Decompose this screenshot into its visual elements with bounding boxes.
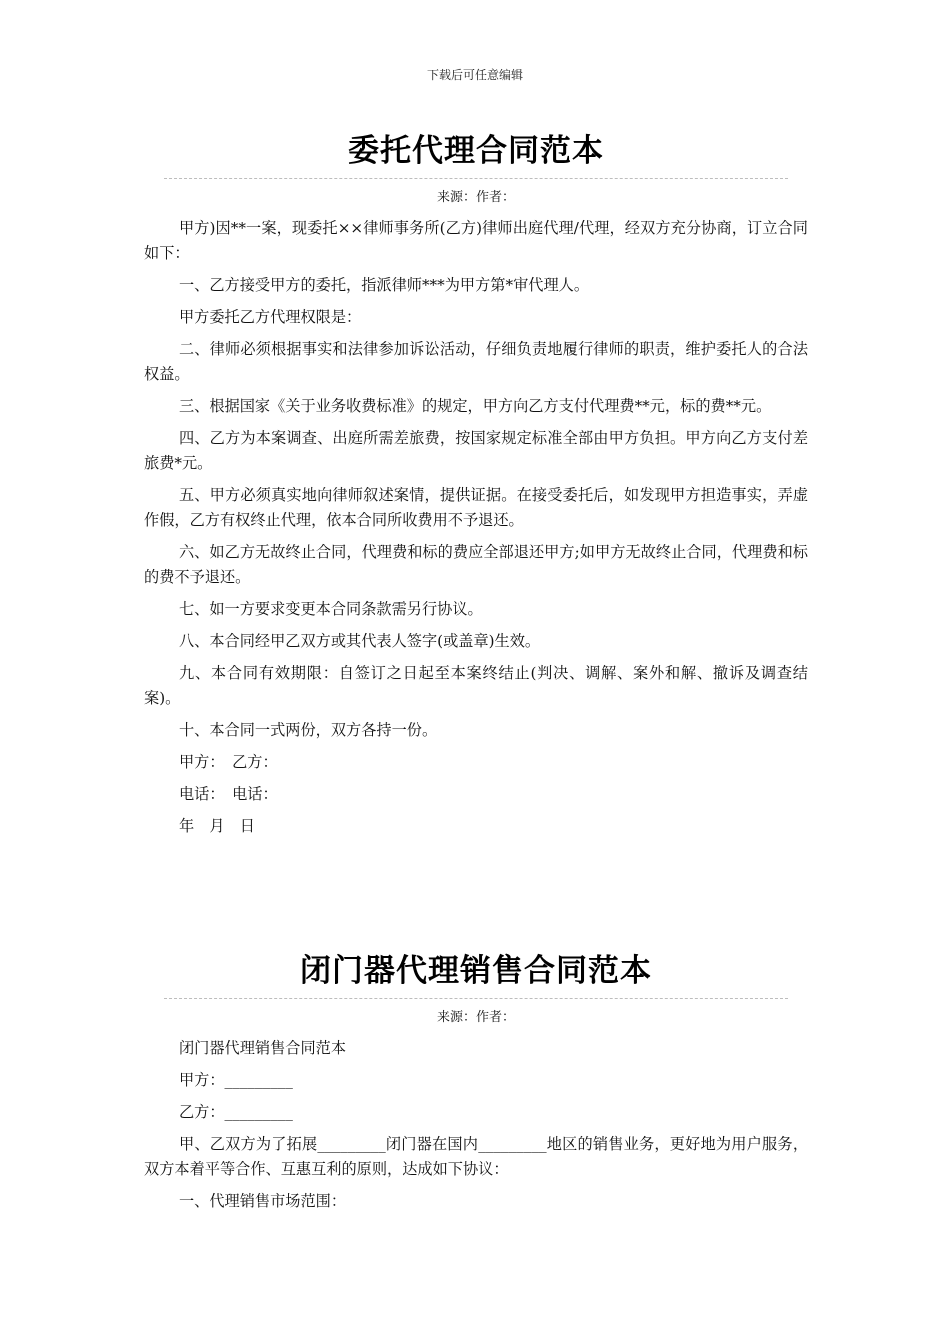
paragraph: 一、代理销售市场范围： [178,1192,347,1210]
paragraph: 五、甲方必须真实地向律师叙述案情，提供证据。在接受委托后，如发现甲方担造事实，弄虚作假，乙方有权终止代理，依本合同所收费用不予退还。 [144,486,808,529]
party-b-line: 乙方：_________ [178,1103,293,1121]
paragraph: 七、如一方要求变更本合同条款需另行协议。 [178,600,483,618]
signature-phone-line: 电话： 电话： [178,785,278,803]
paragraph: 一、乙方接受甲方的委托，指派律师***为甲方第*审代理人。 [178,276,590,294]
contract-title: 闭门器代理销售合同范本 [300,953,652,989]
contract-body [144,216,808,839]
source-author-line: 来源：作者： [436,190,515,205]
paragraph: 九、本合同有效期限：自签订之日起至本案终结止(判决、调解、案外和解、撤诉及调查结案)。 [144,664,808,707]
paragraph: 四、乙方为本案调查、出庭所需差旅费，按国家规定标准全部由甲方负担。甲方向乙方支付差旅费*元。 [144,429,808,472]
paragraph: 十、本合同一式两份，双方各持一份。 [178,721,438,739]
signature-party-line: 甲方： 乙方： [178,753,278,771]
paragraph: 甲、乙双方为了拓展_________闭门器在国内_________地区的销售业务，更好地为用户服务，双方本着平等合作、互惠互利的原则，达成如下协议： [144,1135,808,1178]
contract-body [144,1036,808,1214]
contract-section-2 [144,948,808,1221]
source-author-line: 来源：作者： [436,1010,515,1025]
header-note: 下载后可任意编辑 [426,68,523,82]
dashed-divider [164,998,788,999]
paragraph: 甲方委托乙方代理权限是： [178,308,362,326]
paragraph: 二、律师必须根据事实和法律参加诉讼活动，仔细负责地履行律师的职责，维护委托人的合法权益。 [144,340,808,383]
dashed-divider [164,178,788,179]
paragraph: 闭门器代理销售合同范本 [178,1039,347,1057]
paragraph: 甲方)因**一案，现委托××律师事务所(乙方)律师出庭代理/代理，经双方充分协商，订立合同如下： [144,219,808,262]
paragraph: 三、根据国家《关于业务收费标准》的规定，甲方向乙方支付代理费**元，标的费**元。 [178,397,772,415]
party-a-line: 甲方：_________ [178,1071,293,1089]
signature-date-line: 年 月 日 [178,817,255,835]
contract-title: 委托代理合同范本 [348,133,604,169]
contract-section-1 [144,128,808,846]
paragraph: 八、本合同经甲乙双方或其代表人签字(或盖章)生效。 [178,632,541,650]
paragraph: 六、如乙方无故终止合同，代理费和标的费应全部退还甲方;如甲方无故终止合同，代理费和标的费不予退还。 [144,543,808,586]
